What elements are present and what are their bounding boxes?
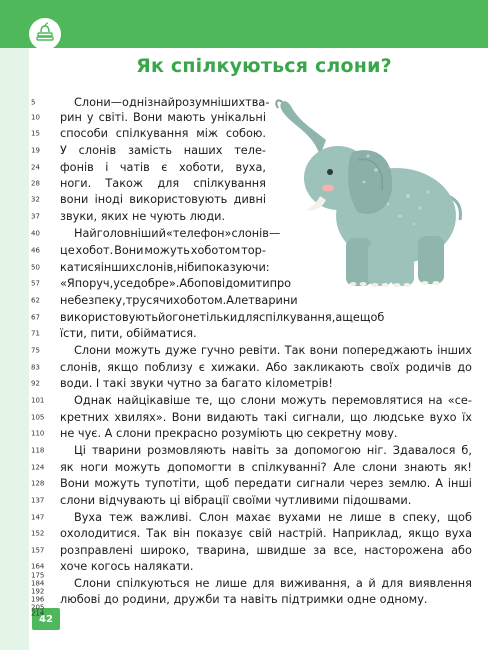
word: спеку, <box>402 511 441 524</box>
word: одні <box>122 96 148 109</box>
word: кретних <box>60 411 109 424</box>
word: ніби <box>176 261 202 274</box>
word: через <box>349 477 384 490</box>
word: спілкування <box>115 127 189 140</box>
word: слони <box>60 494 96 507</box>
line-number: 118 <box>31 446 45 455</box>
word: до <box>457 361 472 374</box>
text-line <box>60 460 472 476</box>
line-number: 5 <box>31 98 36 107</box>
word: розправлені <box>60 544 133 557</box>
word: ще <box>342 311 360 324</box>
word: а <box>335 311 343 324</box>
word: видають <box>206 411 259 424</box>
word: своїх <box>370 361 400 374</box>
word: Вони <box>132 111 163 124</box>
text-line <box>60 260 270 276</box>
word: вони <box>309 344 338 357</box>
text-line <box>60 110 266 126</box>
word: передати <box>234 477 292 490</box>
word: вухо <box>429 411 457 424</box>
word: Також <box>105 177 144 190</box>
word: що <box>349 411 368 424</box>
word: можуть <box>144 244 190 257</box>
word: обійматися. <box>122 327 197 340</box>
line-number: 75 <box>31 346 40 355</box>
word: показуючи: <box>201 261 270 274</box>
line-number: 110 <box>31 429 45 438</box>
word: свій <box>248 527 273 540</box>
word: що <box>217 394 236 407</box>
word: спілкуються <box>116 577 190 590</box>
word: можуть <box>94 477 140 490</box>
word: ці <box>165 494 181 507</box>
word: ноги <box>80 461 108 474</box>
text-line <box>60 476 472 492</box>
line-number: 196 <box>31 595 45 604</box>
word: те, <box>195 394 213 407</box>
word: попереджають <box>342 344 433 357</box>
word: лише <box>215 577 247 590</box>
text-line <box>74 443 472 459</box>
text-line <box>60 410 472 426</box>
word: хоче <box>60 560 88 573</box>
word: а <box>355 577 363 590</box>
word: насторожена <box>364 544 444 557</box>
word: Слони <box>74 344 111 357</box>
word: для <box>237 311 260 324</box>
word: дружби <box>169 593 220 606</box>
text-line <box>60 360 472 376</box>
word: теле- <box>234 144 266 157</box>
text-line <box>60 192 266 208</box>
word: використовують <box>60 311 159 324</box>
word: ніг. <box>366 444 387 457</box>
word: слонів, <box>60 361 102 374</box>
word: дуже <box>164 344 197 357</box>
word: сигнали, <box>292 411 345 424</box>
word: або <box>451 544 472 557</box>
word: чують <box>146 210 186 223</box>
text-line <box>60 493 411 509</box>
line-number: 19 <box>31 146 40 155</box>
line-number: 128 <box>31 479 45 488</box>
word: тварини <box>91 444 142 457</box>
word: чутно <box>163 377 202 390</box>
word: між <box>196 127 219 140</box>
word: собою. <box>225 127 266 140</box>
word: як <box>60 461 74 474</box>
word: одне <box>343 593 377 606</box>
word: трусячи <box>125 294 174 307</box>
word: чує. <box>74 427 102 440</box>
word: яких <box>97 210 129 223</box>
word: води. <box>60 377 93 390</box>
word: Здавалося <box>392 444 456 457</box>
text-line <box>74 576 472 592</box>
word: не <box>328 511 343 524</box>
word: наших <box>183 144 223 157</box>
line-number: 184 <box>31 579 45 588</box>
word: не <box>195 577 210 590</box>
word: багато <box>217 377 262 390</box>
word: не <box>60 427 75 440</box>
word: їх <box>462 411 472 424</box>
word: «Я <box>60 277 75 290</box>
text-line <box>74 95 270 111</box>
text-line <box>60 293 298 309</box>
word: родичів <box>405 361 452 374</box>
word: й <box>368 577 376 590</box>
line-number: 152 <box>31 529 45 538</box>
word: світі. <box>98 111 128 124</box>
word: У <box>60 144 67 157</box>
word: гучно <box>200 344 235 357</box>
word: розуміють <box>217 427 283 440</box>
text-line <box>74 343 472 359</box>
text-line <box>74 510 472 526</box>
word: навіть <box>236 593 278 606</box>
word: Вони <box>171 411 202 424</box>
text-line <box>74 226 281 242</box>
text-line <box>74 393 472 409</box>
word: тва- <box>245 96 270 109</box>
word: настрій. <box>278 527 327 540</box>
word: хоботи, <box>178 161 224 174</box>
line-number: 147 <box>31 513 45 522</box>
text-line <box>60 543 472 559</box>
word: А <box>435 477 443 490</box>
word: тварина, <box>196 544 250 557</box>
word: Слони <box>74 577 111 590</box>
word: поблизу <box>144 361 193 374</box>
word: вони <box>60 193 89 206</box>
line-number: 164 <box>31 562 45 571</box>
line-number: 214 <box>31 609 45 618</box>
word: звуки, <box>60 210 98 223</box>
word: небезпеку, <box>60 294 126 307</box>
word: він <box>172 527 191 540</box>
line-number: 40 <box>31 229 40 238</box>
word: якщо <box>407 527 440 540</box>
word: І <box>92 377 100 390</box>
text-line <box>60 126 266 142</box>
line-number: 124 <box>31 463 45 472</box>
word: є <box>198 361 205 374</box>
word: цю <box>282 427 304 440</box>
word: підошвами. <box>339 494 412 507</box>
word: ноги. <box>60 177 92 190</box>
word: та <box>219 593 237 606</box>
word: своїми <box>228 494 272 507</box>
word: підтримки <box>277 593 344 606</box>
line-number: 28 <box>31 179 40 188</box>
word: про <box>269 277 292 290</box>
word: для <box>381 577 404 590</box>
line-number: 205 <box>31 603 45 612</box>
word: виявлення <box>408 577 472 590</box>
word: «телефон» <box>165 227 232 240</box>
word: перемовлятися <box>331 394 424 407</box>
word: усе <box>113 277 134 290</box>
word: повідомити <box>200 277 270 290</box>
text-line <box>60 326 197 342</box>
line-number: 32 <box>31 195 40 204</box>
word: на <box>428 394 443 407</box>
word: не <box>185 311 200 324</box>
word: показує <box>195 527 243 540</box>
word: відчувають <box>95 494 166 507</box>
text-line <box>60 160 266 176</box>
line-number: 105 <box>31 413 45 422</box>
word: пити, <box>86 327 123 340</box>
line-number: 157 <box>31 546 45 555</box>
line-number: 24 <box>31 163 40 172</box>
word: слони <box>112 427 152 440</box>
word: Або <box>265 361 288 374</box>
word: катися <box>60 261 101 274</box>
line-number: 101 <box>31 396 45 405</box>
text-line <box>60 143 266 159</box>
word: розмовляють <box>147 444 227 457</box>
word: теж <box>109 511 133 524</box>
word: мають <box>167 111 206 124</box>
word: хоботом. <box>173 294 227 307</box>
word: слони <box>240 394 276 407</box>
left-margin-strip <box>0 48 29 650</box>
word: слонів <box>78 144 117 157</box>
word: хобот. <box>75 244 114 257</box>
word: Ці <box>74 444 86 457</box>
line-number: 92 <box>31 379 40 388</box>
word: щоб <box>447 511 472 524</box>
word: в <box>388 511 396 524</box>
word: це <box>60 244 75 257</box>
word: Слони <box>74 96 111 109</box>
word: «се- <box>447 394 472 407</box>
word: люди. <box>186 210 226 223</box>
text-line <box>60 592 427 608</box>
word: мову. <box>361 427 398 440</box>
book-stack-icon <box>29 18 61 50</box>
text-line <box>60 176 266 192</box>
word: виживання, <box>279 577 351 590</box>
word: з <box>147 96 154 109</box>
line-number: 137 <box>31 496 45 505</box>
word: хижаки. <box>210 361 260 374</box>
line-number: 67 <box>31 313 40 322</box>
word: вібрації <box>180 494 229 507</box>
word: секретну <box>303 427 362 440</box>
word: землю. <box>388 477 431 490</box>
word: дивні <box>233 193 266 206</box>
word: є <box>161 161 168 174</box>
word: найцікавіше <box>117 394 191 407</box>
word: Вони <box>114 244 144 257</box>
word: спілкування, <box>259 311 336 324</box>
text-line <box>60 526 472 542</box>
word: якщо <box>107 361 139 374</box>
word: іноді <box>94 193 123 206</box>
elephant-illustration <box>268 96 468 292</box>
word: прекрасно <box>151 427 218 440</box>
word: вуха, <box>235 161 266 174</box>
line-number: 57 <box>31 279 40 288</box>
line-number: 62 <box>31 296 40 305</box>
word: способи <box>60 127 108 140</box>
word: за <box>313 544 327 557</box>
word: родини, <box>118 593 170 606</box>
word: унікальні <box>210 111 266 124</box>
word: Або <box>179 277 201 290</box>
line-number: 71 <box>31 329 40 338</box>
word: Так <box>146 527 167 540</box>
word: тупотіти, <box>144 477 200 490</box>
word: тварини <box>248 294 298 307</box>
word: Так <box>284 344 306 357</box>
word: Найголовніший <box>74 227 166 240</box>
line-number: 10 <box>31 113 40 122</box>
word: Наприклад, <box>332 527 403 540</box>
word: Слон <box>199 511 229 524</box>
word: можуть <box>115 344 161 357</box>
word: спілкуванні? <box>251 461 327 474</box>
word: хоботом <box>190 244 241 257</box>
word: і <box>105 161 109 174</box>
text-line <box>60 310 385 326</box>
word: Вони <box>60 477 90 490</box>
header-bar <box>0 0 488 48</box>
word: тільки <box>199 311 238 324</box>
word: Однак <box>74 394 112 407</box>
word: навіть <box>232 444 270 457</box>
word: можуть <box>280 394 327 407</box>
word: широко, <box>140 544 190 557</box>
word: охолодитися. <box>60 527 141 540</box>
word: вуха <box>445 527 472 540</box>
line-number: 83 <box>31 363 40 372</box>
word: такі <box>263 411 288 424</box>
word: щоб <box>204 477 230 490</box>
word: для <box>157 177 180 190</box>
word: можуть <box>114 461 161 474</box>
word: чутливими <box>271 494 340 507</box>
word: інших <box>100 261 136 274</box>
word: як! <box>453 461 472 474</box>
line-number: 192 <box>31 587 45 596</box>
word: спілкування <box>193 177 266 190</box>
page-number: 42 <box>32 608 60 630</box>
word: все, <box>333 544 357 557</box>
word: чатів <box>119 161 150 174</box>
word: слонів <box>231 227 269 240</box>
page-title: Як спілкуються слони? <box>136 55 392 77</box>
word: вухами <box>278 511 321 524</box>
word: важливі. <box>140 511 192 524</box>
word: для <box>252 577 275 590</box>
word: замість <box>127 144 172 157</box>
text-line <box>60 209 225 225</box>
text-line <box>60 376 333 392</box>
word: за <box>275 444 289 457</box>
word: Вуха <box>74 511 103 524</box>
word: рин <box>60 111 82 124</box>
word: найрозумніших <box>153 96 246 109</box>
word: добре». <box>133 277 180 290</box>
word: б, <box>461 444 472 457</box>
word: кілометрів! <box>261 377 333 390</box>
word: щоб <box>359 311 385 324</box>
word: інших <box>437 344 472 357</box>
word: поруч, <box>74 277 114 290</box>
word: до <box>100 593 119 606</box>
word: когось <box>87 560 131 573</box>
text-line <box>60 426 398 442</box>
line-number: 15 <box>31 129 40 138</box>
word: не <box>128 210 147 223</box>
line-number: 50 <box>31 263 40 272</box>
word: — <box>268 227 281 240</box>
word: сигнали <box>296 477 345 490</box>
word: любові <box>60 593 101 606</box>
line-number: 37 <box>31 212 40 221</box>
word: хвилях». <box>114 411 167 424</box>
word: фонів <box>60 161 94 174</box>
word: швидше <box>256 544 306 557</box>
header-badge <box>29 18 61 50</box>
word: людське <box>372 411 425 424</box>
word: звуки <box>126 377 164 390</box>
word: ревіти. <box>238 344 281 357</box>
text-line <box>60 559 193 575</box>
word: Але <box>226 294 249 307</box>
word: слонів, <box>135 261 177 274</box>
word: лише <box>349 511 382 524</box>
word: знають <box>403 461 447 474</box>
word: допомогою <box>294 444 361 457</box>
word: в <box>238 461 245 474</box>
word: у <box>86 111 94 124</box>
word: — <box>110 96 123 109</box>
text-line <box>60 276 292 292</box>
word: тор- <box>241 244 266 257</box>
word: інші <box>447 477 472 490</box>
line-number: 46 <box>31 246 40 255</box>
text-line <box>60 243 266 259</box>
word: одному. <box>376 593 428 606</box>
word: допомогти <box>167 461 232 474</box>
word: закликають <box>293 361 365 374</box>
word: використовують <box>129 193 228 206</box>
word: такі <box>99 377 127 390</box>
word: слони <box>362 461 398 474</box>
line-number: 175 <box>31 571 45 580</box>
word: їсти, <box>60 327 87 340</box>
word: його <box>158 311 186 324</box>
word: махає <box>235 511 271 524</box>
word: Але <box>333 461 356 474</box>
word: А <box>101 427 113 440</box>
word: за <box>201 377 218 390</box>
word: налякати. <box>130 560 194 573</box>
